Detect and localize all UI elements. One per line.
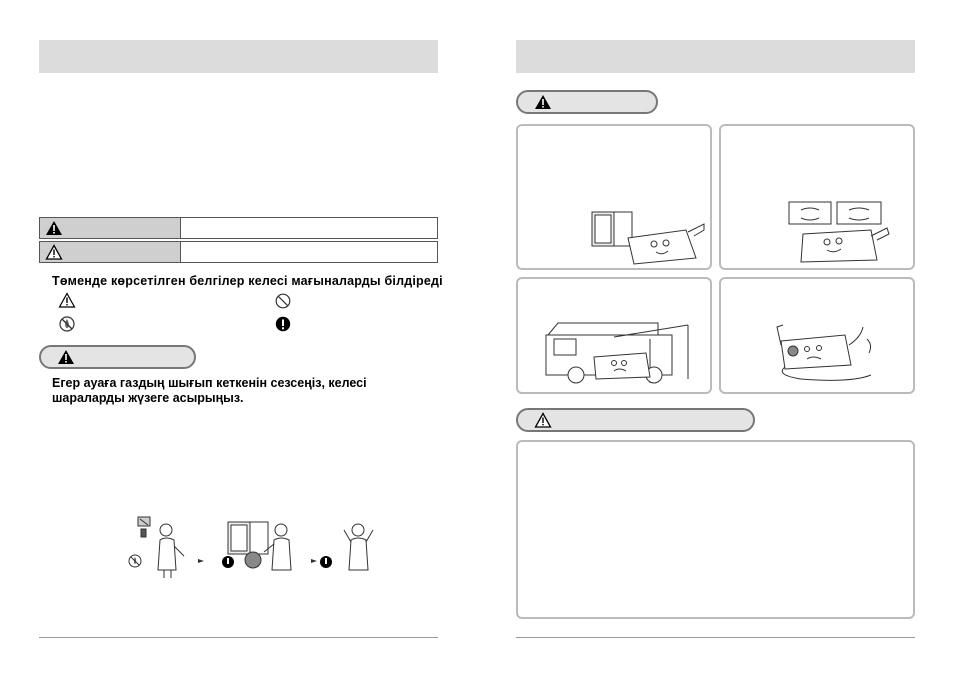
legend-caution-description [181,242,437,262]
gas-leak-line-1: Егер ауаға газдың шығып кеткенін сезсеңіз, келесі [52,376,367,390]
gas-leak-instructions [52,376,367,406]
symbols-caption: Төменде көрсетілген белгілер келесі мағыналарды білдіреді [52,274,443,288]
left-page-footer-rule [39,637,438,638]
step-leave-figure [344,524,373,570]
left-page-header-bar [39,40,438,73]
warning-filled-triangle-icon [45,220,63,236]
gas-leak-steps-illustration [126,512,386,582]
prohibited-circle-icon [275,293,291,309]
legend-row-warning [39,217,438,239]
legend-warning-cell [40,218,181,238]
warning-label-pill-right [516,90,658,114]
right-page-footer-rule [516,637,915,638]
legend-warning-description [181,218,437,238]
warning-panel-window [516,124,712,270]
gas-leak-line-2: шараларды жүзеге асырыңыз. [52,391,244,405]
caution-outline-triangle-icon [534,412,552,428]
exclamation-circle-icon [275,316,291,332]
step-no-flame-figure [138,517,184,578]
warning-panel-vehicle [516,277,712,394]
caution-label-pill [516,408,755,432]
caution-outline-triangle-icon [45,244,63,260]
warning-panel-cards [719,124,915,270]
caution-text-panel [516,440,915,619]
legend-row-caution [39,241,438,263]
device-in-vehicle-illustration [518,279,710,392]
warning-filled-triangle-icon [534,94,552,110]
legend-caution-cell [40,242,181,262]
device-unplug-illustration [721,279,913,392]
caution-outline-triangle-icon [58,292,76,308]
warning-panel-unplug [719,277,915,394]
right-page-header-bar [516,40,915,73]
device-near-window-illustration [518,126,710,268]
device-swap-illustration [721,126,913,268]
no-open-flame-icon [59,316,75,332]
warning-label-pill-left [39,345,196,369]
warning-filled-triangle-icon [57,349,75,365]
